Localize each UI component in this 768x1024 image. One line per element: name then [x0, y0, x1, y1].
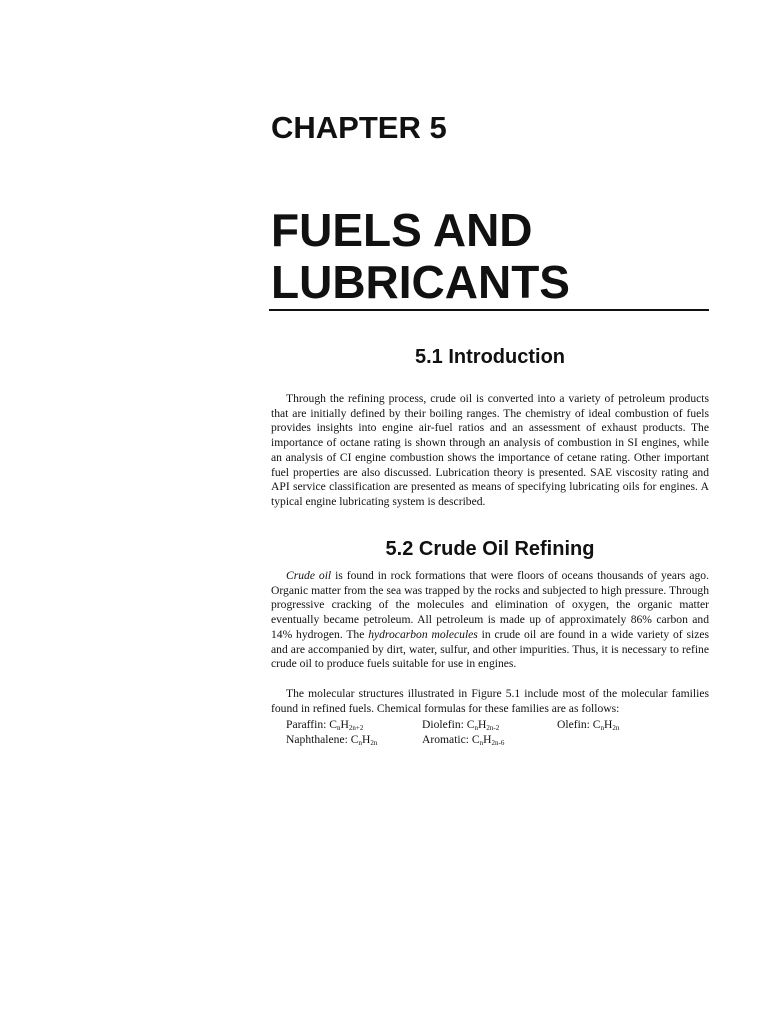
- molecular-structures-paragraph: The molecular structures illustrated in Figure 5.1 include most of the molecular families found in refined fuels. Chemical formulas for these families are as follows:: [271, 687, 709, 715]
- crude-oil-text-2: in crude oil are found in a wide variety of sizes and are accompanied by dirt, water, sulfur, and other impurities. Thus, it is necessary to refine crude oil to produce fuels suitable for use in engines.: [271, 627, 710, 671]
- introduction-paragraph: Through the refining process, crude oil is converted into a variety of petroleum products that are initially defined by their boiling ranges. The chemistry of ideal combustion of fuels provides insights into engine air-fuel ratios and an assessment of exhaust products. The importance of octane rating is shown through an analysis of combustion in SI engines, while an analysis of CI engine combustion shows the importance of cetane rating. Other important fuel properties are also discussed. Lubrication theory is presented. SAE viscosity rating and API service classification are presented as means of specifying lubricating oils for engines. A typical engine lubricating system is described.: [271, 392, 709, 508]
- term-hydrocarbon-molecules: hydrocarbon molecules: [368, 627, 478, 641]
- formula-row: [286, 732, 709, 747]
- formula-name: Diolefin :: [422, 718, 467, 731]
- formula-paraffin: Paraffin : $C_nH_{2n+2}$: [286, 717, 363, 732]
- term-crude-oil: Crude oil: [286, 569, 332, 582]
- title-divider: [269, 309, 709, 311]
- crude-oil-paragraph: [271, 569, 709, 672]
- chapter-title: [271, 204, 570, 308]
- formula-list: [286, 717, 709, 747]
- formula-name: Naphthalene :: [286, 733, 351, 746]
- formula-name: Olefin :: [557, 718, 593, 731]
- chapter-title-line-1: FUELS AND: [271, 204, 533, 256]
- section-heading-crude-oil-refining: 5.2 Crude Oil Refining: [385, 538, 595, 560]
- formula-diolefin: Diolefin : $C_nH_{2n-2}$: [422, 717, 499, 732]
- formula-name: Aromatic :: [422, 733, 472, 746]
- crude-oil-text-1: is found in rock formations that were floors of oceans thousands of years ago. Organic matter from the sea was trapped by the rocks and subjected to high pressure. Through progressive cracking of the molecules and elimination of oxygen, the organic matter eventually became petroleum. All petroleum is made up of approximately 86% carbon and 14% hydrogen. The: [271, 569, 710, 641]
- formula-aromatic: Aromatic : $C_nH_{2n-6}$: [422, 732, 504, 747]
- formula-row: [286, 717, 709, 732]
- section-heading-introduction: 5.1 Introduction: [415, 346, 565, 368]
- chapter-title-line-2: LUBRICANTS: [271, 256, 570, 308]
- formula-naphthalene: Naphthalene : $C_nH_{2n}$: [286, 732, 377, 747]
- formula-olefin: Olefin : $C_nH_{2n}$: [557, 717, 619, 732]
- chapter-label: CHAPTER 5: [271, 110, 447, 145]
- formula-name: Paraffin :: [286, 718, 329, 731]
